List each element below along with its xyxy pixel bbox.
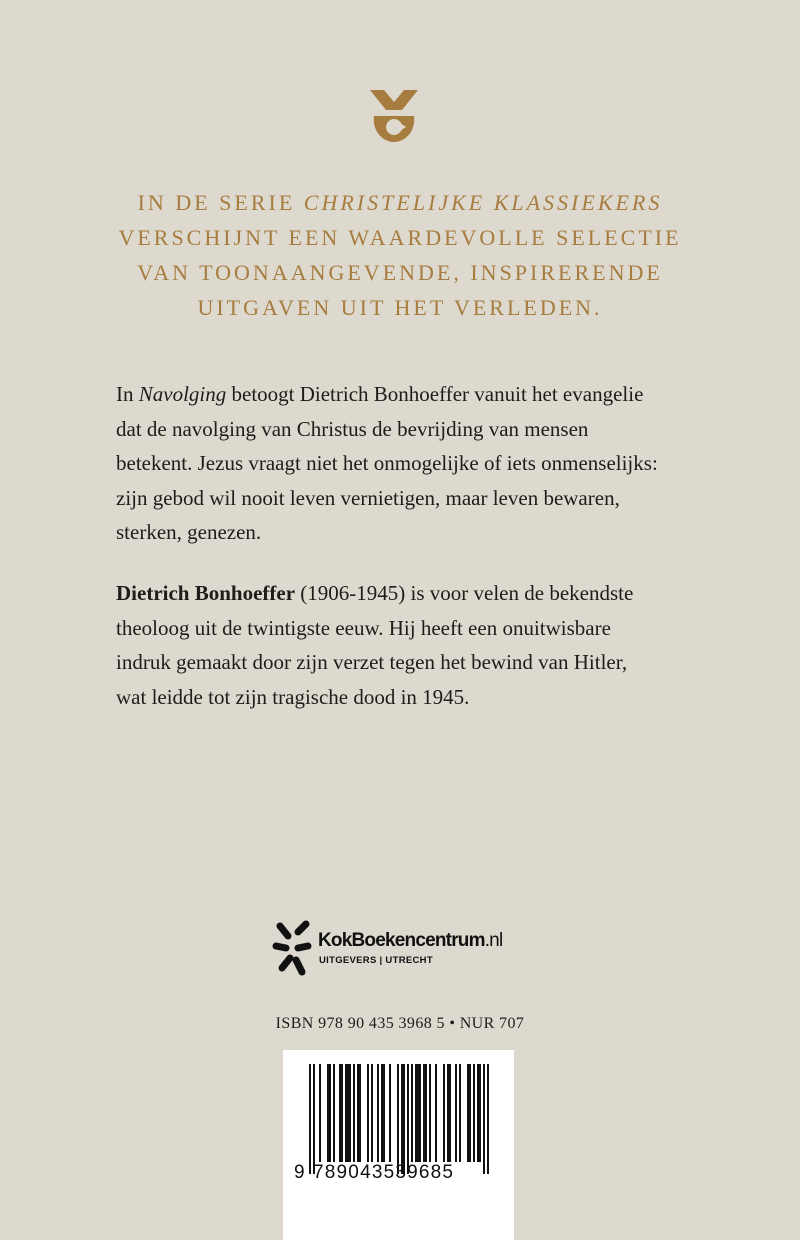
kokboekencentrum-logo-icon — [272, 918, 316, 978]
description-line-5: sterken, genezen. — [116, 520, 262, 545]
barcode-bar — [381, 1064, 385, 1162]
barcode-bar — [397, 1064, 399, 1174]
author-bio — [116, 576, 706, 714]
barcode-bar — [309, 1064, 311, 1174]
series-line-4: UITGAVEN UIT HET VERLEDEN. — [197, 295, 603, 320]
publisher-subtitle: UITGEVERS | UTRECHT — [319, 955, 433, 966]
barcode-number: 789043539685 — [313, 1162, 455, 1183]
barcode-bars — [283, 1050, 514, 1240]
barcode-bar — [357, 1064, 361, 1162]
barcode-bar — [477, 1064, 481, 1162]
barcode-bar — [339, 1064, 343, 1162]
barcode-bar — [377, 1064, 379, 1162]
publisher-logo — [272, 918, 552, 978]
barcode-bar — [483, 1064, 485, 1174]
barcode-bar — [473, 1064, 475, 1162]
book-title: Navolging — [138, 382, 227, 406]
kk-monogram-icon — [366, 86, 422, 146]
barcode-bar — [371, 1064, 373, 1162]
barcode-bar — [407, 1064, 409, 1174]
description-line-1: In Navolging betoogt Dietrich Bonhoeffer vanuit het evangelie — [116, 382, 644, 406]
barcode-bar — [389, 1064, 391, 1162]
barcode-bar — [345, 1064, 351, 1162]
barcode-bar — [327, 1064, 331, 1162]
barcode-bar — [443, 1064, 445, 1162]
barcode-bar — [467, 1064, 471, 1162]
bio-line-1: Dietrich Bonhoeffer (1906-1945) is voor velen de bekendste — [116, 581, 634, 605]
barcode-first-digit: 9 — [294, 1162, 306, 1183]
series-line-2: VERSCHIJNT EEN WAARDEVOLLE SELECTIE — [118, 225, 682, 250]
barcode-bar — [435, 1064, 437, 1162]
barcode-bar — [423, 1064, 427, 1162]
description-line-2: dat de navolging van Christus de bevrijding van mensen — [116, 416, 589, 441]
bio-line-4: wat leidde tot zijn tragische dood in 1945. — [116, 684, 470, 709]
series-title: CHRISTELIJKE KLASSIEKERS — [303, 190, 663, 215]
barcode-bar — [313, 1064, 315, 1174]
barcode-bar — [411, 1064, 413, 1162]
barcode-bar — [455, 1064, 457, 1162]
description-line-3: betekent. Jezus vraagt niet het onmogelijke of iets onmenselijks: — [116, 451, 658, 476]
publisher-name: KokBoekencentrum.nl — [318, 930, 503, 951]
series-line-1: IN DE SERIE CHRISTELIJKE KLASSIEKERS — [137, 190, 663, 215]
barcode-bar — [367, 1064, 369, 1162]
barcode-bar — [459, 1064, 461, 1162]
barcode-bar — [353, 1064, 355, 1162]
series-statement — [0, 185, 800, 325]
barcode-bar — [429, 1064, 431, 1162]
author-name: Dietrich Bonhoeffer — [116, 581, 296, 605]
barcode-bar — [447, 1064, 451, 1162]
bio-line-2: theoloog uit de twintigste eeuw. Hij heeft een onuitwisbare — [116, 615, 611, 640]
book-description — [116, 377, 706, 550]
barcode-bar — [415, 1064, 421, 1162]
barcode-bar — [319, 1064, 321, 1162]
description-line-4: zijn gebod wil nooit leven vernietigen, maar leven bewaren, — [116, 485, 620, 510]
barcode-bar — [487, 1064, 489, 1174]
isbn-line: ISBN 978 90 435 3968 5 • NUR 707 — [275, 1015, 525, 1032]
series-line-3: VAN TOONAANGEVENDE, INSPIRERENDE — [137, 260, 663, 285]
barcode-bar — [333, 1064, 335, 1162]
barcode-bar — [401, 1064, 405, 1174]
barcode — [283, 1050, 514, 1240]
bio-line-3: indruk gemaakt door zijn verzet tegen het bewind van Hitler, — [116, 650, 628, 675]
